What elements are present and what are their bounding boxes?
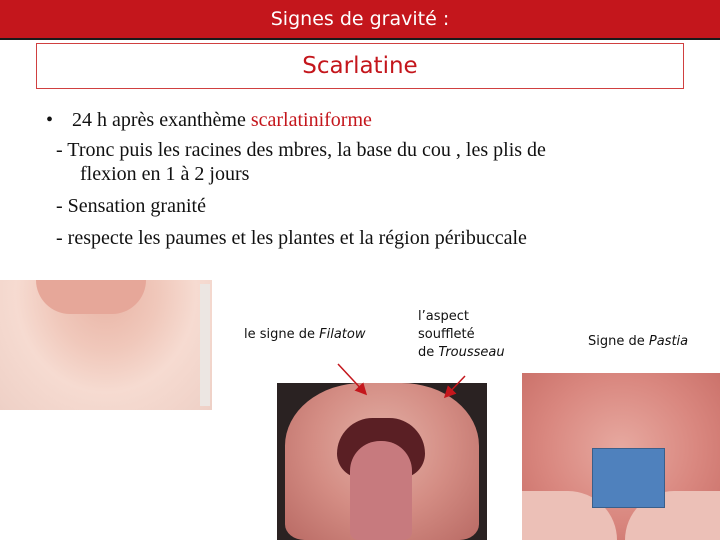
censor-box — [592, 448, 665, 508]
bullet-item — [46, 108, 696, 132]
sub-item-1 — [56, 138, 696, 186]
label-trousseau-line-1: l’aspect — [418, 309, 469, 324]
bullet-marker: • — [46, 109, 54, 131]
bullet-highlight: scarlatiniforme — [250, 109, 372, 131]
sub-item-3: - respecte les paumes et les plantes et la région péribuccale — [56, 227, 527, 249]
header-bar — [0, 0, 720, 40]
label-trousseau-line-2: souffleté — [418, 327, 475, 342]
subtitle-box — [36, 43, 684, 89]
sub-list — [56, 138, 696, 250]
header-title: Signes de gravité : — [270, 8, 450, 30]
face-tongue-photo — [277, 383, 487, 540]
photo-credit-strip — [200, 284, 210, 406]
bullet-list — [46, 108, 696, 250]
label-trousseau — [418, 308, 505, 362]
chest-rash-photo — [0, 280, 212, 410]
bullet-text — [72, 108, 372, 132]
label-filatow-name: Filatow — [319, 327, 366, 342]
chin-shape — [36, 280, 146, 314]
label-pastia — [588, 333, 688, 351]
sub-item-2: - Sensation granité — [56, 195, 206, 217]
sub-item-1-line-1: - Tronc puis les racines des mbres, la base du cou , les plis de — [56, 139, 546, 161]
label-trousseau-prefix: de — [418, 345, 439, 360]
label-filatow — [244, 326, 366, 344]
label-pastia-prefix: Signe de — [588, 334, 649, 349]
label-pastia-name: Pastia — [648, 334, 689, 349]
sub-item-1-line-2: flexion en 1 à 2 jours — [80, 163, 250, 185]
bullet-lead: 24 h après exanthème — [72, 109, 251, 131]
label-trousseau-line-3 — [418, 344, 505, 362]
label-filatow-prefix: le signe de — [244, 327, 320, 342]
subtitle: Scarlatine — [302, 53, 418, 79]
tongue-shape — [350, 441, 412, 540]
label-trousseau-name: Trousseau — [438, 345, 505, 360]
